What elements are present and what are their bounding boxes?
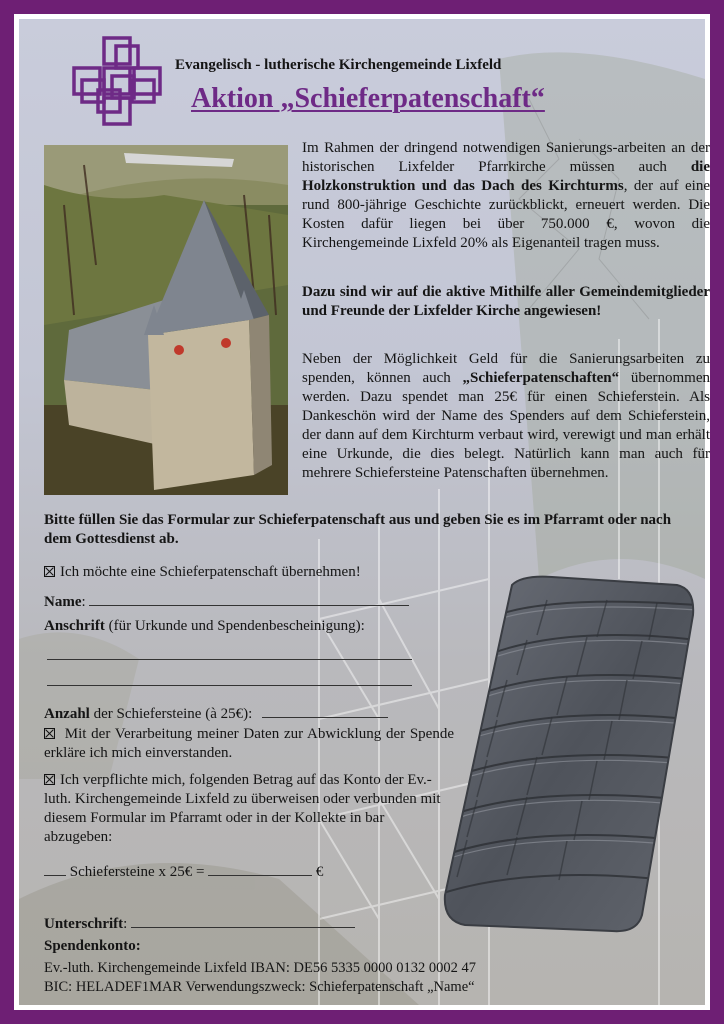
signature-field[interactable] — [131, 913, 355, 928]
intro-text-start: Im Rahmen der dringend notwendigen Sanierungs-arbeiten an der historischen Lixfelder Pfarrkirche müssen auch — [302, 140, 710, 175]
flyer-page — [19, 19, 710, 1005]
name-field[interactable] — [89, 591, 409, 606]
obligation-text: Ich verpflichte mich, folgenden Betrag auf das Konto der Ev.-luth. Kirchengemeinde Lixfeld zu überweisen oder verbunden mit diesem Formular im Pfarramt oder in der Kollekte in bar abzugeben: — [44, 772, 441, 845]
count-label: Anzahl — [44, 706, 90, 722]
amount-calc-row — [44, 861, 323, 882]
slate-tile-illustration — [437, 575, 697, 935]
address-label: Anschrift — [44, 618, 105, 634]
checked-box-icon[interactable] — [44, 566, 55, 577]
checkbox-consent[interactable] — [44, 725, 454, 763]
appeal-paragraph: Dazu sind wir auf die aktive Mithilfe aller Gemeindemitglieder und Freunde der Lixfelder Kirche angewiesen! — [302, 284, 710, 319]
sponsorship-text-bold: „Schieferpatenschaften“ — [462, 370, 620, 386]
count-field[interactable] — [262, 703, 388, 718]
address-hint: (für Urkunde und Spendenbescheinigung): — [104, 618, 365, 634]
account-heading: Spendenkonto: — [44, 938, 141, 954]
name-field-row: Name: — [44, 591, 409, 612]
intro-text-bold: die Holzkonstruktion und das Dach des Kirchturms — [302, 159, 710, 194]
checkbox-sponsorship[interactable] — [44, 563, 361, 582]
page-title: Aktion „Schieferpatenschaft“ — [191, 83, 545, 114]
address-field-line-1[interactable] — [47, 659, 412, 660]
intro-paragraph-1 — [302, 139, 710, 253]
intro-text-end: , der auf eine rund 800-jährige Geschichte zurückblickt, erneuert werden. Die Kosten dafür liegen bei über 750.000 €, wovon die Kirchengemeinde Lixfeld 20% als Eigenanteil tragen muss. — [302, 178, 710, 251]
address-label-row — [44, 617, 365, 636]
form-instruction: Bitte füllen Sie das Formular zur Schieferpatenschaft aus und geben Sie es im Pfarramt oder nach dem Gottesdienst ab. — [44, 512, 672, 547]
account-line-2: BIC: HELADEF1MAR Verwendungszweck: Schieferpatenschaft „Name“ — [44, 979, 475, 995]
checkbox-sponsorship-label: Ich möchte eine Schieferpatenschaft übernehmen! — [60, 564, 361, 580]
sponsorship-text-end: übernommen werden. Dazu spendet man 25€ für einen Schieferstein. Als Dankeschön wird der Name des Spenders auf dem Schieferstein, der dann auf dem Kirchturm verbaut wird, verewigt und man erhält eine Urkunde, die dies belegt. Natürlich kann man auch für mehrere Schiefersteine Patenschaften übernehmen. — [302, 370, 710, 481]
church-logo-icon — [71, 35, 165, 129]
stone-count-field[interactable] — [44, 861, 66, 876]
account-line-1: Ev.-luth. Kirchengemeinde Lixfeld IBAN: DE56 5335 0000 0132 0002 47 — [44, 960, 476, 976]
count-hint: der Schiefersteine (à 25€): — [89, 706, 253, 722]
organization-name: Evangelisch - lutherische Kirchengemeinde Lixfeld — [175, 57, 502, 73]
consent-text: Mit der Verarbeitung meiner Daten zur Abwicklung der Spende erkläre ich mich einverstanden. — [44, 726, 454, 761]
sponsorship-text-start: Neben der Möglichkeit Geld für die Sanierungsarbeiten zu spenden, können auch — [302, 351, 710, 386]
signature-label: Unterschrift — [44, 916, 124, 932]
checked-box-icon[interactable] — [44, 728, 55, 739]
count-field-row — [44, 703, 388, 724]
amount-field[interactable] — [208, 861, 312, 876]
address-field-line-2[interactable] — [47, 685, 412, 686]
name-label: Name — [44, 594, 82, 610]
church-photo — [44, 145, 288, 495]
checked-box-icon[interactable] — [44, 774, 55, 785]
signature-row: Unterschrift: — [44, 913, 355, 934]
checkbox-obligation[interactable] — [44, 771, 454, 847]
sponsorship-paragraph — [302, 350, 710, 483]
currency-symbol: € — [315, 864, 324, 880]
calc-label: Schiefersteine x 25€ = — [69, 864, 205, 880]
